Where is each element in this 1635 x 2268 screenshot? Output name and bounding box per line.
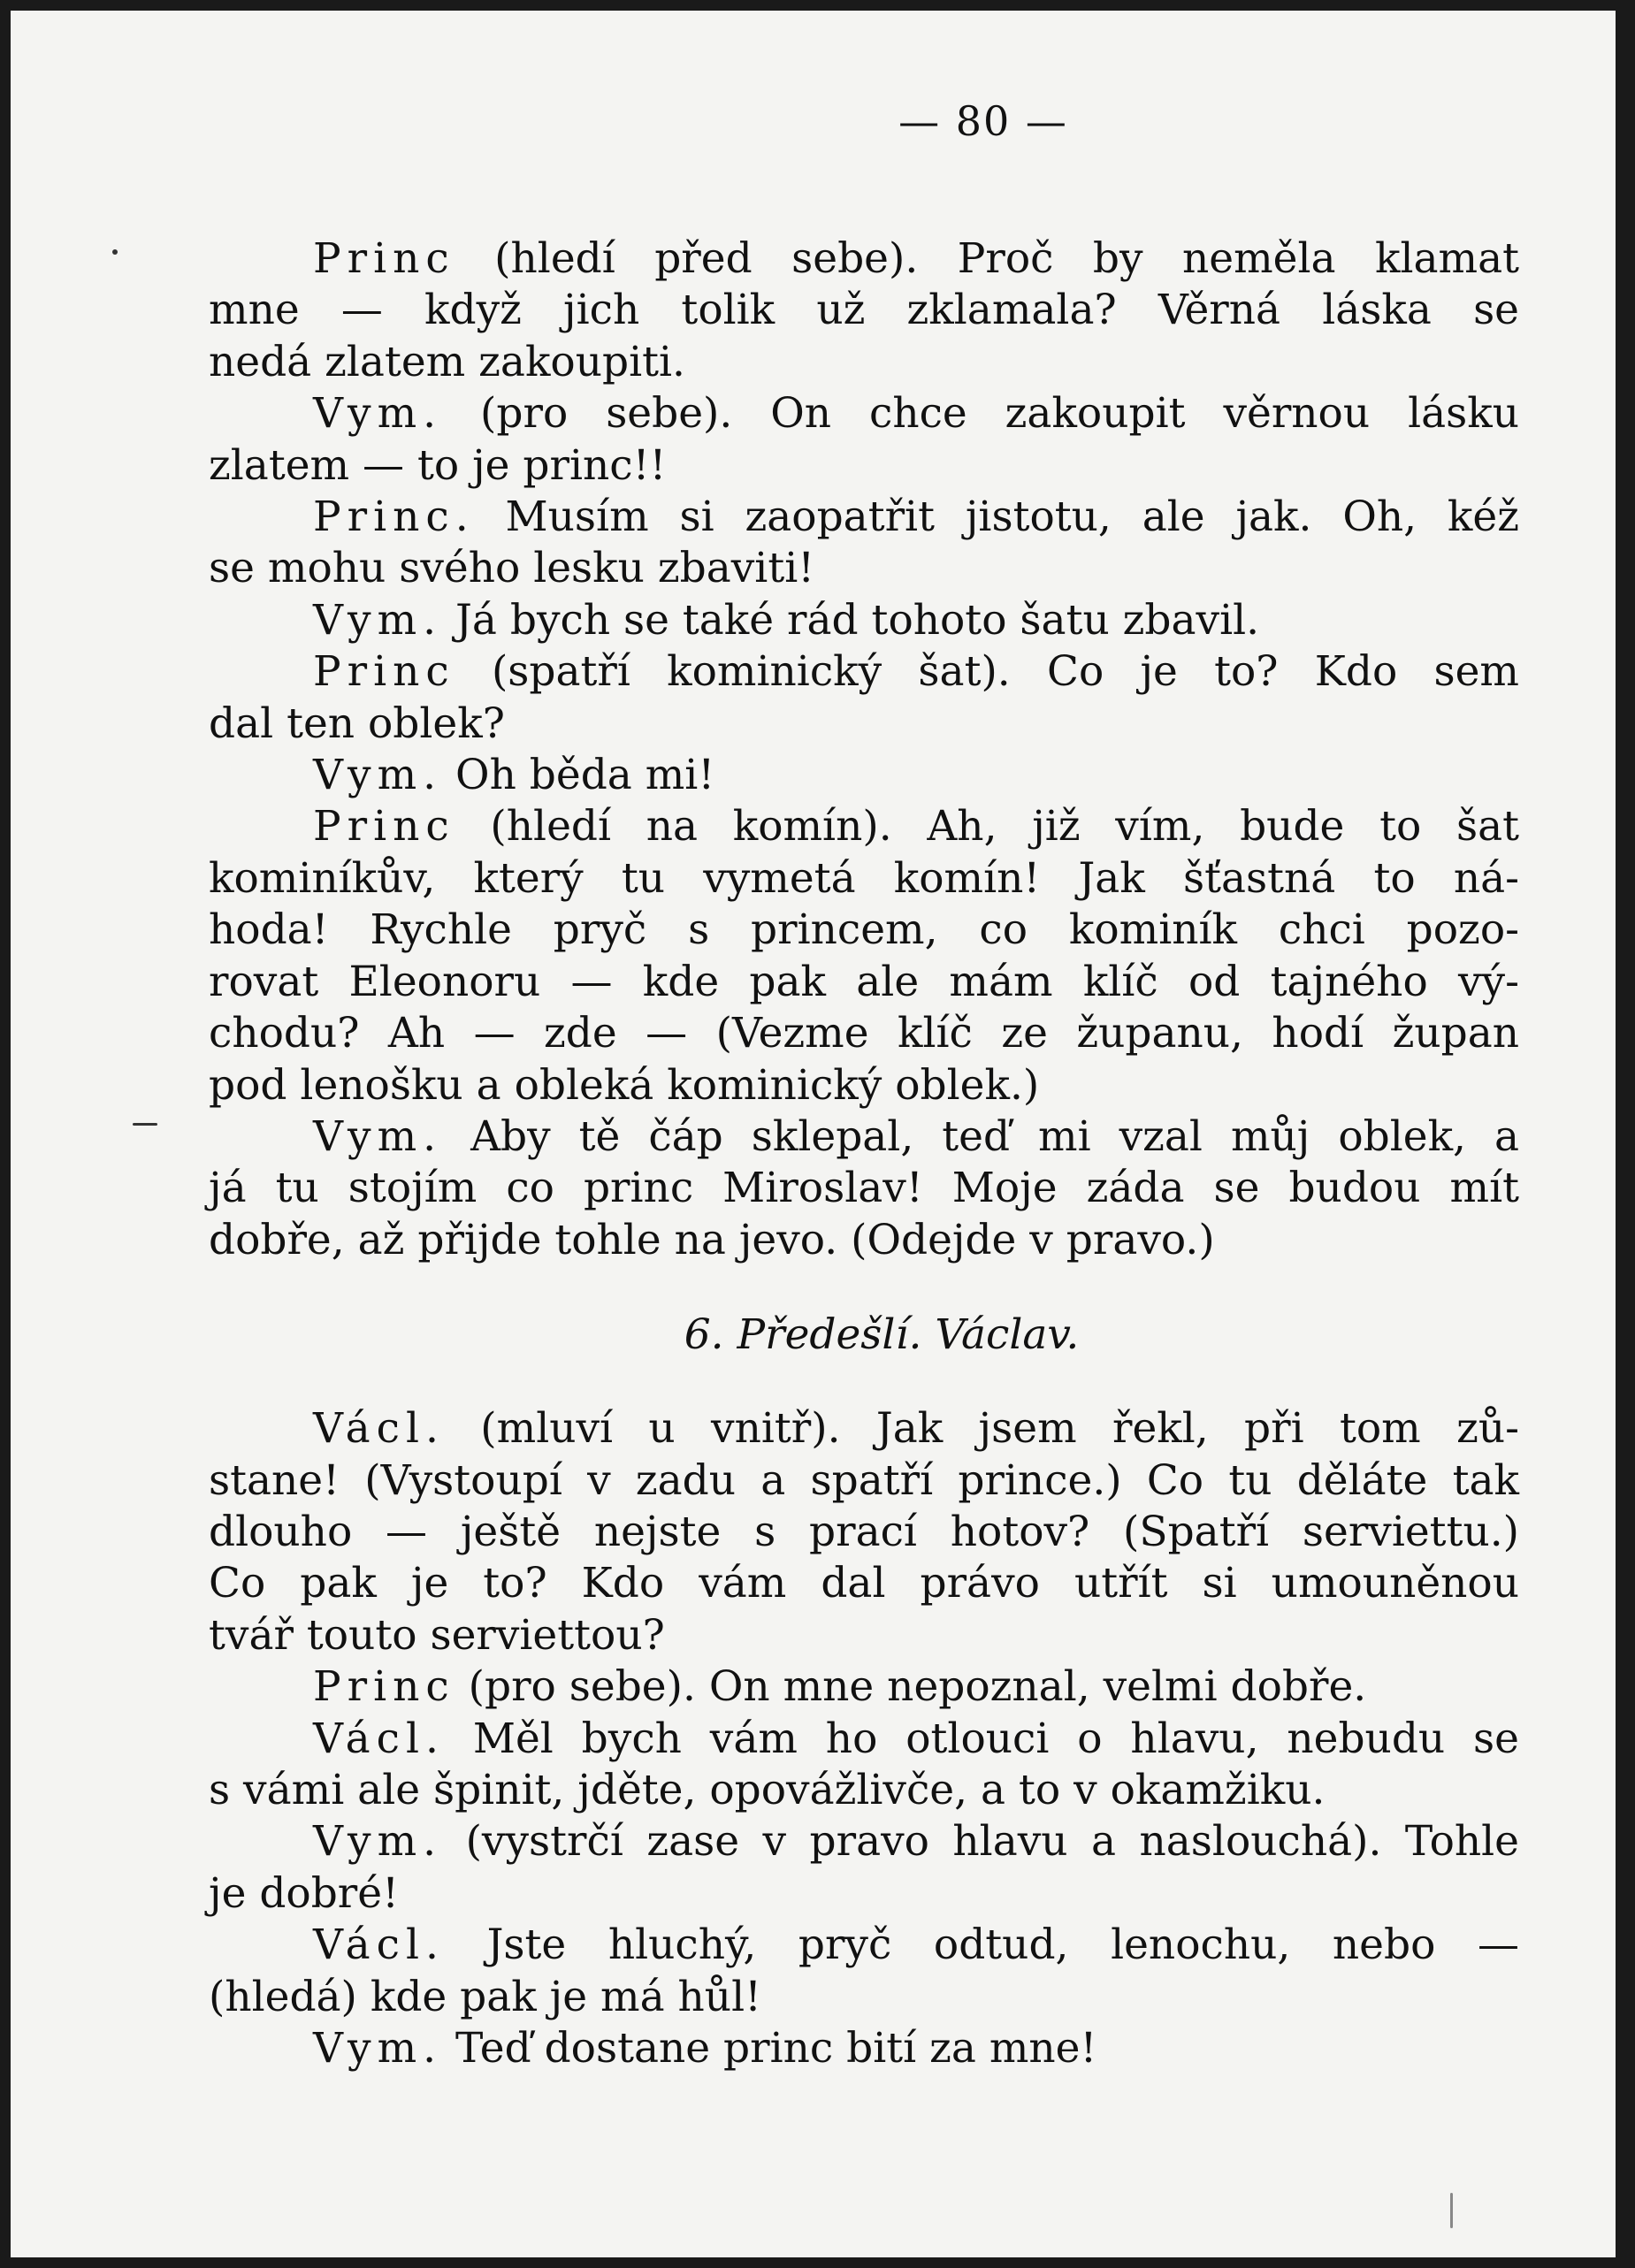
text-line	[209, 440, 1519, 492]
line-text: hoda! Rychle pryč s princem, co kominík chci pozo-	[209, 905, 1519, 955]
line-text: dobře, až přijde tohle na jevo. (Odejde v pravo.)	[209, 1215, 1215, 1264]
speaker-name: Vym.	[313, 389, 443, 439]
speaker-name: Princ	[313, 1662, 455, 1712]
line-text: chodu? Ah — zde — (Vezme klíč ze županu, hodí župan	[209, 1009, 1519, 1058]
line-text: (hledí před sebe). Proč by neměla klamat	[455, 234, 1519, 283]
line-text: se mohu svého lesku zbaviti!	[209, 544, 815, 593]
line-text: (pro sebe). On mne nepoznal, velmi dobře.	[455, 1662, 1367, 1712]
line-text: Měl bych vám ho otlouci o hlavu, nebudu se	[444, 1714, 1519, 1763]
text-line	[209, 388, 1519, 439]
scene-number: 6.	[684, 1310, 724, 1360]
line-text: dal ten oblek?	[209, 699, 505, 748]
text-line	[209, 905, 1519, 956]
text-line	[209, 1060, 1519, 1111]
line-text: rovat Eleonoru — kde pak ale mám klíč od tajného vý-	[209, 957, 1519, 1006]
text-line	[209, 646, 1519, 698]
line-text: pod lenošku a obleká kominický oblek.)	[209, 1060, 1040, 1110]
ink-speck	[1450, 2193, 1453, 2228]
text-line	[209, 1610, 1519, 1661]
speaker-name: Vym.	[313, 1817, 443, 1867]
line-text: Aby tě čáp sklepal, teď mi vzal můj oblek, a	[442, 1111, 1519, 1161]
dialogue-block-2	[209, 1403, 1519, 2074]
line-text: (mluví u vnitř). Jak jsem řekl, při tom zů-	[444, 1404, 1519, 1454]
text-line	[209, 1714, 1519, 1765]
ink-speck	[112, 249, 118, 255]
text-line	[209, 1163, 1519, 1214]
line-text: (vystrčí zase v pravo hlavu a naslouchá). Tohle	[442, 1817, 1519, 1867]
line-text: je dobré!	[209, 1868, 399, 1918]
scene-heading	[244, 1310, 1519, 1359]
line-text: Co pak je to? Kdo vám dal právo utřít si umouněnou	[209, 1559, 1519, 1608]
line-text: kominíkův, který tu vymetá komín! Jak šťastná to ná-	[209, 853, 1519, 903]
speaker-name: Vym.	[313, 751, 443, 800]
text-line	[209, 1403, 1519, 1455]
text-line	[209, 699, 1519, 750]
text-line	[209, 1920, 1519, 1971]
speaker-name: Vym.	[313, 595, 443, 645]
line-text: Já bych se také rád tohoto šatu zbavil.	[442, 595, 1260, 645]
speaker-name: Princ	[313, 647, 455, 697]
text-line	[209, 337, 1519, 388]
line-text: mne — když jich tolik už zklamala? Věrná láska se	[209, 286, 1519, 335]
line-text: (spatří kominický šat). Co je to? Kdo sem	[455, 647, 1519, 697]
text-line	[209, 492, 1519, 543]
line-text: zlatem — to je princ!!	[209, 440, 667, 490]
line-text: (hledá) kde pak je má hůl!	[209, 1972, 761, 2021]
text-line	[209, 285, 1519, 336]
line-text: (hledí na komín). Ah, již vím, bude to šat	[455, 802, 1519, 851]
speaker-name: Princ	[313, 802, 455, 851]
text-line	[209, 750, 1519, 801]
text-line	[209, 1008, 1519, 1059]
text-line	[209, 957, 1519, 1008]
line-text: Teď dostane princ bití za mne!	[442, 2024, 1097, 2073]
text-line	[209, 1868, 1519, 1920]
line-text: Oh běda mi!	[442, 751, 715, 800]
speaker-name: Václ.	[313, 1404, 445, 1454]
speaker-name: Vym.	[313, 2024, 443, 2073]
text-line	[209, 1507, 1519, 1558]
line-text: stane! (Vystoupí v zadu a spatří prince.) Co tu děláte tak	[209, 1455, 1519, 1505]
text-line	[209, 1455, 1519, 1507]
speaker-name: Princ	[313, 234, 455, 283]
dialogue-block-1	[209, 233, 1519, 1266]
text-line	[209, 801, 1519, 852]
text-line	[209, 1816, 1519, 1867]
text-line	[209, 2023, 1519, 2074]
speaker-name: Václ.	[313, 1714, 445, 1763]
text-line	[209, 853, 1519, 905]
text-line	[209, 1111, 1519, 1163]
text-line	[209, 1558, 1519, 1609]
line-text: s vámi ale špinit, jděte, opovážlivče, a to v okamžiku.	[209, 1765, 1326, 1814]
line-text: (pro sebe). On chce zakoupit věrnou lásku	[442, 389, 1519, 439]
line-text: já tu stojím co princ Miroslav! Moje záda se budou mít	[209, 1164, 1519, 1213]
speaker-name: Václ.	[313, 1921, 445, 1970]
line-text: tvář touto serviettou?	[209, 1610, 665, 1660]
text-line	[209, 233, 1519, 285]
text-line	[209, 1215, 1519, 1266]
line-text: Jste hluchý, pryč odtud, lenochu, nebo —	[444, 1921, 1519, 1970]
text-line	[209, 543, 1519, 594]
text-line	[209, 1972, 1519, 2023]
text-line	[209, 1661, 1519, 1713]
text-line	[209, 595, 1519, 646]
line-text: Musím si zaopatřit jistotu, ale jak. Oh, kéž	[474, 493, 1519, 542]
page-number: — 80 —	[898, 97, 1068, 145]
text-line	[209, 1765, 1519, 1816]
speaker-name: Vym.	[313, 1111, 443, 1161]
speaker-name: Princ.	[313, 493, 475, 542]
scene-title: Předešlí. Václav.	[737, 1310, 1080, 1360]
line-text: nedá zlatem zakoupiti.	[209, 337, 685, 386]
book-page	[209, 97, 1519, 2074]
ink-speck	[133, 1123, 157, 1126]
line-text: dlouho — ještě nejste s prací hotov? (Spatří serviettu.)	[209, 1507, 1519, 1556]
